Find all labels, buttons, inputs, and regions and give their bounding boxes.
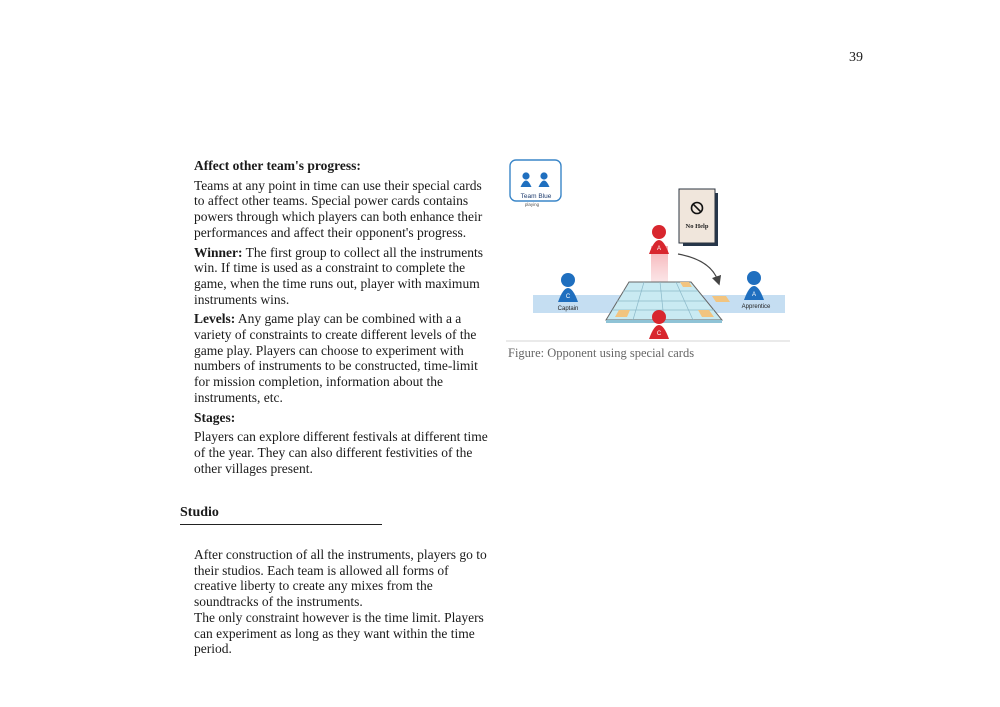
studio-heading-rule — [180, 524, 382, 525]
move-arrow — [678, 254, 718, 281]
studio-paragraph-2: The only constraint however is the time limit. Players can experiment as long as they want within the time period. — [194, 609, 484, 657]
page-number: 39 — [849, 50, 863, 65]
blue-pawn-right-letter: A — [751, 292, 757, 298]
red-pawn-top-letter: A — [656, 246, 662, 252]
winner-text: The first group to collect all the instruments win. If time is used as a constraint to complete the game, when the time runs out, player with maximum instruments wins. — [194, 244, 483, 307]
team-card-title: Team Blue — [520, 193, 552, 200]
special-card — [679, 189, 718, 246]
figure — [506, 156, 790, 342]
blue-pawn-left-letter: C — [565, 294, 571, 300]
studio-paragraph-1: After construction of all the instruments, players go to their studios. Each team is allowed all forms of creative liberty to create any mixes from the soundtracks of the instruments. — [194, 547, 487, 610]
figure-illustration — [506, 156, 790, 342]
studio-column — [194, 547, 494, 657]
red-pawn-bottom-letter: C — [656, 331, 662, 337]
progress-heading: Affect other team's progress: — [194, 158, 361, 173]
captain-label: Captain — [557, 306, 579, 312]
studio-heading: Studio — [180, 505, 219, 520]
progress-text: Teams at any point in time can use their special cards to affect other teams. Special power cards contains powers through which players can both enhance their performances and affect their opponent's progress. — [194, 177, 483, 240]
special-card-text: No Help — [685, 223, 709, 230]
blue-pawn-apprentice — [744, 271, 764, 300]
figure-caption: Figure: Opponent using special cards — [508, 346, 695, 360]
winner-label: Winner: — [194, 244, 243, 260]
blue-pawn-captain — [558, 273, 578, 302]
levels-text: Any game play can be combined with a a variety of constraints to create different levels of the game play. Players can choose to experiment with numbers of instruments to be constructed, time-limit for mission completion, information about the instruments, etc. — [194, 311, 478, 405]
team-card-status: playing — [524, 202, 540, 207]
winner-paragraph — [194, 245, 494, 308]
apprentice-label: Apprentice — [741, 304, 771, 310]
game-rules-column — [194, 158, 494, 476]
levels-paragraph — [194, 311, 494, 405]
red-pawn-top — [649, 225, 669, 254]
levels-label: Levels: — [194, 311, 236, 327]
team-card — [510, 160, 561, 207]
stages-text: Players can explore different festivals at different time of the year. They can also different festivities of the other villages present. — [194, 429, 488, 476]
stages-heading: Stages: — [194, 409, 236, 425]
